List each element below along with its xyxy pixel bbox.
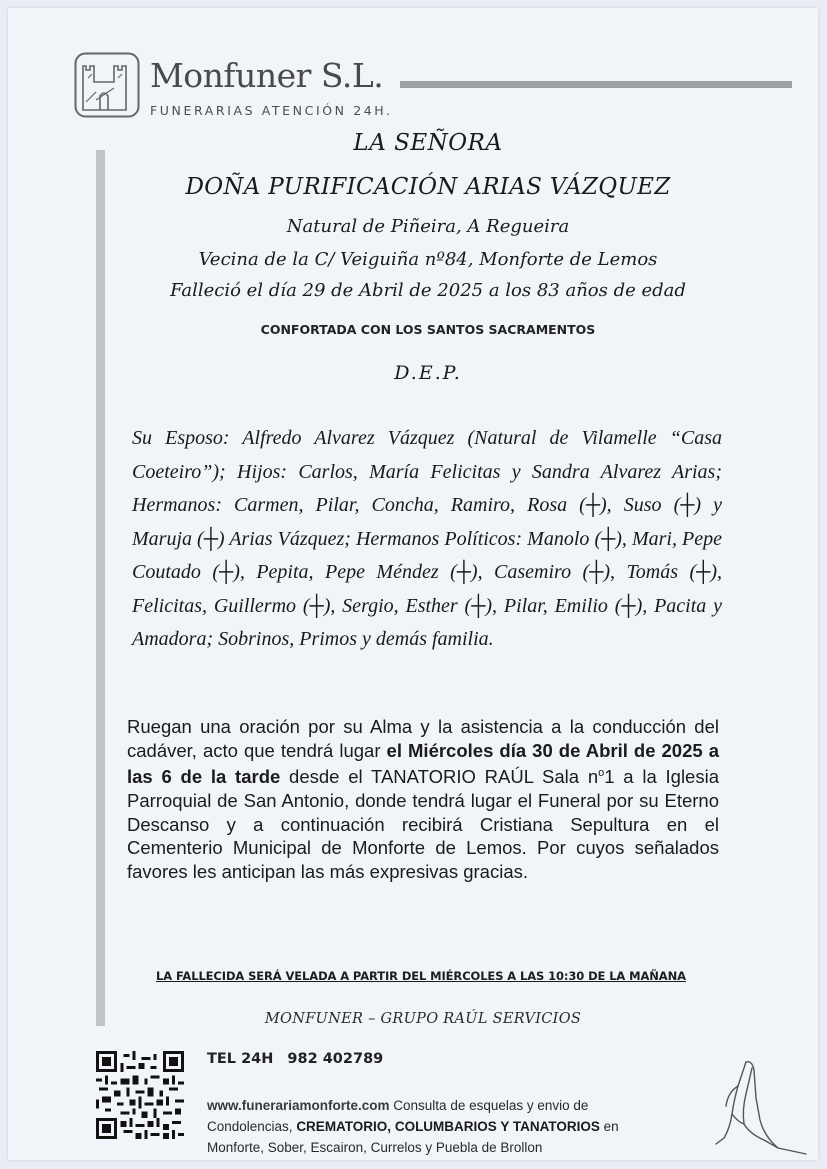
origin-line: Natural de Piñeira, A Regueira (286, 216, 570, 237)
prayer-paragraph (127, 715, 719, 883)
brand-subtitle: FUNERARIAS ATENCIÓN 24H. (150, 103, 393, 118)
rip-line: D.E.P. (394, 362, 462, 384)
obituary-sheet (8, 8, 818, 1160)
website-link[interactable]: www.funerariamonforte.com (207, 1098, 390, 1113)
side-divider (96, 150, 105, 1026)
address-line: Vecina de la C/ Veiguiña nº84, Monforte de Lemos (198, 249, 658, 270)
group-signature: MONFUNER – GRUPO RAÚL SERVICIOS (264, 1011, 582, 1027)
footer-text-1: Consulta de esquelas y envio de Condolencias, (207, 1098, 589, 1134)
death-line: Falleció el día 29 de Abril de 2025 a los 83 años de edad (170, 280, 686, 301)
footer-info (207, 1095, 677, 1158)
footer-text-2: en Monforte, Sober, Escairon, Currelos y Puebla de Brollon (207, 1119, 619, 1155)
prayer-text-3: 1 a la Iglesia Parroquial de San Antonio, donde tendrá lugar el Funeral por su Eterno Descanso y a continuación recibirá Cristiana Sepultura en el Cementerio Municipal de Monforte de Lemos. Por cuyos señalados favores les anticipan las más expresivas gracias. (127, 766, 719, 882)
family-paragraph: Su Esposo: Alfredo Alvarez Vázquez (Natural de Vilamelle “Casa Coeteiro”); Hijos: Carlos, María Felicitas y Sandra Alvarez Arias; Hermanos: Carmen, Pilar, Concha, Ramiro, Rosa (┼), Suso (┼) y Maruja (┼) Arias Vázquez; Hermanos Políticos: Manolo (┼), Mari, Pepe Coutado (┼), Pepita, Pepe Méndez (┼), Casemiro (┼), Tomás (┼), Felicitas, Guillermo (┼), Sergio, Esther (┼), Pilar, Emilio (┼), Pacita y Amadora; Sobrinos, Primos y demás familia. (132, 427, 722, 650)
header-divider (400, 81, 792, 88)
deceased-name: DOÑA PURIFICACIÓN ARIAS VÁZQUEZ (185, 174, 671, 200)
title-honorific: LA SEÑORA (353, 130, 503, 156)
praying-hands-icon (708, 1058, 818, 1158)
ordinal-mark: o (598, 767, 605, 780)
services-list: CREMATORIO, COLUMBARIOS Y TANATORIOS (296, 1119, 600, 1134)
phone-number[interactable]: 982 402789 (287, 1051, 384, 1067)
vigil-notice: LA FALLECIDA SERÁ VELADA A PARTIR DEL MIÉRCOLES A LAS 10:30 DE LA MAÑANA (156, 969, 686, 983)
ceremony-datetime: el Miércoles día 30 de Abril de 2025 a las 6 de la tarde (127, 739, 719, 788)
sacraments-line: CONFORTADA CON LOS SANTOS SACRAMENTOS (260, 322, 596, 337)
phone-label: TEL 24H (207, 1051, 274, 1067)
brand-name: Monfuner S.L. (150, 56, 384, 95)
prayer-text-1: Ruegan una oración por su Alma y la asistencia a la conducción del cadáver, acto que tendrá lugar (127, 716, 719, 761)
phone-line (207, 1051, 383, 1067)
qr-code[interactable] (96, 1051, 184, 1139)
tower-logo-icon (74, 52, 140, 118)
prayer-text-2: desde el TANATORIO RAÚL Sala n (280, 766, 599, 788)
